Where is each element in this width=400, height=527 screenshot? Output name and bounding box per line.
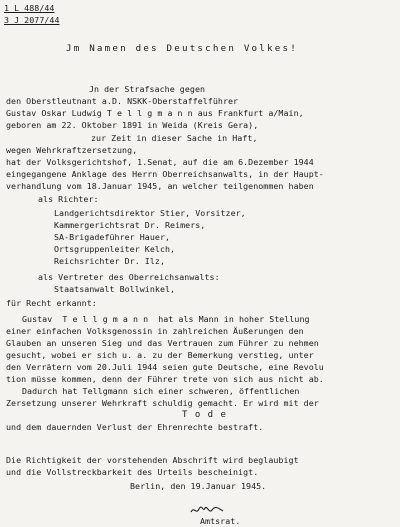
intro-line-5: zur Zeit in dieser Sache in Haft, bbox=[91, 133, 258, 143]
verdict-line-8: Zersetzung unserer Wehrkraft schuldig gemacht. Er wird mit der bbox=[6, 398, 319, 408]
verdict-line-2: einer einfachen Volksgenossin in zahlreichen Äußerungen den bbox=[6, 326, 304, 336]
intro-line-4: geboren am 22. Oktober 1891 in Weida (Kreis Gera), bbox=[6, 120, 259, 130]
intro-line-9: verhandlung vom 18.Januar 1945, an welcher teilgenommen haben bbox=[6, 181, 314, 191]
certification-date: Berlin, den 19.Januar 1945. bbox=[130, 481, 267, 491]
verdict-sentence: T o d e bbox=[182, 410, 227, 420]
intro-line-6: wegen Wehrkraftzersetzung, bbox=[6, 145, 138, 155]
certification-line-1: Die Richtigkeit der vorstehenden Abschrift wird beglaubigt bbox=[6, 455, 299, 465]
intro-line-10: als Richter: bbox=[38, 194, 99, 204]
verdict-line-5: den Verrätern vom 20.Juli 1944 seien gute Deutsche, eine Revolu bbox=[6, 362, 324, 372]
judge-4: Ortsgruppenleiter Kelch, bbox=[54, 244, 176, 254]
verdict-line-4: gesucht, wobei er sich u. a. zu der Bemerkung verstieg, unter bbox=[6, 350, 314, 360]
intro-line-3: Gustav Oskar Ludwig T e l l g m a n n aus Frankfurt a/Main, bbox=[6, 108, 304, 118]
case-reference-2: 3 J 2077/44 bbox=[4, 15, 60, 25]
verdict-line-7: Dadurch hat Tellgmann sich einer schweren, öffentlichen bbox=[22, 386, 300, 396]
verdict-line-10: und dem dauernden Verlust der Ehrenrechte bestraft. bbox=[6, 422, 264, 432]
judge-5: Reichsrichter Dr. Ilz, bbox=[54, 256, 165, 266]
handwritten-signature bbox=[190, 504, 224, 516]
prosecutor-label: als Vertreter des Oberreichsanwalts: bbox=[38, 272, 220, 282]
judge-2: Kammergerichtsrat Dr. Reimers, bbox=[54, 220, 206, 230]
certification-line-2: und die Vollstreckbarkeit des Urteils bescheinigt. bbox=[6, 467, 259, 477]
document-heading: Jm Namen des Deutschen Volkes! bbox=[66, 43, 298, 54]
prosecutor-name: Staatsanwalt Bollwinkel, bbox=[54, 284, 176, 294]
intro-line-1: Jn der Strafsache gegen bbox=[89, 84, 206, 94]
signature-title: Amtsrat. bbox=[200, 516, 241, 526]
intro-line-7: hat der Volksgerichtshof, 1.Senat, auf die am 6.Dezember 1944 bbox=[6, 157, 314, 167]
judge-3: SA-Brigadeführer Hauer, bbox=[54, 232, 171, 242]
intro-line-8: eingegangene Anklage des Herrn Oberreichsanwalts, in der Haupt- bbox=[6, 169, 324, 179]
verdict-line-3: Glauben an unseren Sieg und das Vertrauen zum Führer zu nehmen bbox=[6, 338, 319, 348]
intro-line-2: den Oberstleutnant a.D. NSKK-Oberstaffelführer bbox=[6, 96, 239, 106]
verdict-line-6: tion müsse kommen, denn der Führer trete von sich aus nicht ab. bbox=[6, 374, 324, 384]
judge-1: Landgerichtsdirektor Stier, Vorsitzer, bbox=[54, 208, 246, 218]
case-reference-1: 1 L 488/44 bbox=[4, 3, 55, 13]
verdict-intro: für Recht erkannt: bbox=[6, 298, 97, 308]
verdict-line-1: Gustav T e l l g m a n n hat als Mann in hoher Stellung bbox=[22, 314, 310, 324]
